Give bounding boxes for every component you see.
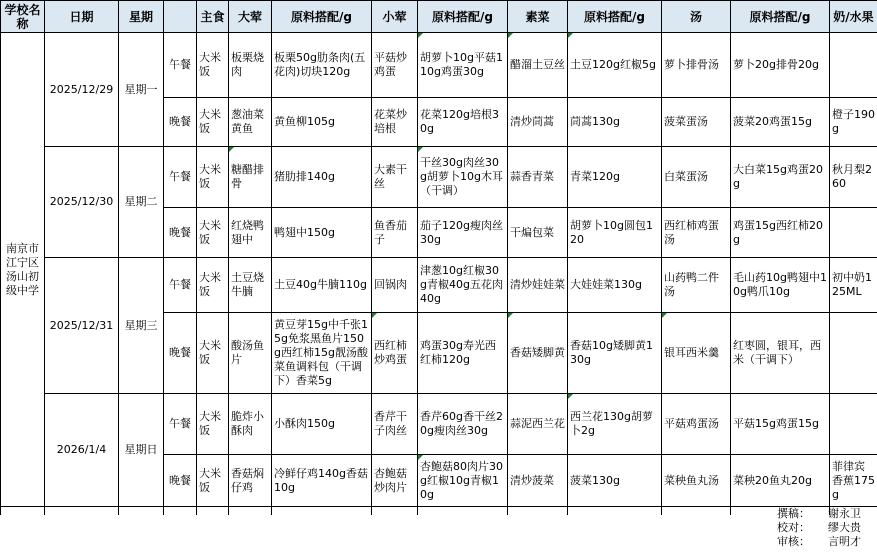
footer-line-proofreader	[777, 521, 875, 534]
vegetable-ingredients-cell: 菠菜130g	[568, 455, 662, 507]
table-body	[1, 1, 877, 515]
staple-cell: 大米饭	[197, 98, 229, 147]
soup-cell: 银耳西米羹	[662, 313, 731, 394]
header-small-dish: 小荤	[372, 1, 418, 33]
small-dish-cell: 大素干丝	[372, 147, 418, 208]
proofreader-label: 校对：	[777, 521, 810, 534]
vegetable-cell: 清炒茼蒿	[508, 98, 568, 147]
main-dish-cell: 板栗烧肉	[229, 33, 272, 98]
header-vegetable: 素菜	[508, 1, 568, 33]
meal-type-cell: 午餐	[164, 33, 197, 98]
empty-row	[1, 507, 877, 515]
header-soup-ingredients: 原料搭配/g	[731, 1, 830, 33]
soup-cell: 菜秧鱼丸汤	[662, 455, 731, 507]
main-ingredients-cell: 冷鲜仔鸡140g香菇10g	[272, 455, 372, 507]
vegetable-cell: 清炒菠菜	[508, 455, 568, 507]
main-ingredients-cell: 黄豆芽15g中千张15g免浆黑鱼片150g西红柿15g靓汤酸菜鱼调料包（干调下）香菜5g	[272, 313, 372, 394]
main-ingredients-cell: 板栗50g肋条肉(五花肉)切块120g	[272, 33, 372, 98]
soup-cell: 山药鸭二件汤	[662, 258, 731, 313]
reviewer-label: 审核：	[777, 535, 810, 548]
main-dish-cell: 酸汤鱼片	[229, 313, 272, 394]
soup-cell: 白菜蛋汤	[662, 147, 731, 208]
meal-type-cell: 晚餐	[164, 313, 197, 394]
small-ingredients-cell: 鸡蛋30g寿光西红柿120g	[418, 313, 508, 394]
header-date: 日期	[45, 1, 119, 33]
header-weekday: 星期	[119, 1, 164, 33]
footer-credits	[777, 507, 875, 549]
small-dish-cell: 杏鲍菇炒肉片	[372, 455, 418, 507]
milk-fruit-cell	[830, 394, 877, 455]
meal-type-cell: 晚餐	[164, 98, 197, 147]
staple-cell: 大米饭	[197, 208, 229, 258]
small-ingredients-cell: 杏鲍菇80肉片30g红椒10g青椒10g	[418, 455, 508, 507]
header-milk-fruit: 奶/水果	[830, 1, 877, 33]
footer-line-editor	[777, 507, 875, 520]
small-ingredients-cell: 干丝30g肉丝30g胡萝卜10g木耳（干调）	[418, 147, 508, 208]
date-cell: 2025/12/31	[45, 258, 119, 394]
small-ingredients-cell: 花菜120g培根30g	[418, 98, 508, 147]
date-cell: 2025/12/30	[45, 147, 119, 258]
vegetable-cell: 蒜泥西兰花	[508, 394, 568, 455]
header-soup: 汤	[662, 1, 731, 33]
weekday-cell: 星期三	[119, 258, 164, 394]
proofreader-name: 缪大贵	[828, 521, 861, 534]
small-dish-cell: 回锅肉	[372, 258, 418, 313]
vegetable-ingredients-cell: 土豆120g红椒5g	[568, 33, 662, 98]
date-cell: 2026/1/4	[45, 394, 119, 507]
main-dish-cell: 香菇焖仔鸡	[229, 455, 272, 507]
empty-cell	[164, 507, 197, 515]
main-ingredients-cell: 小酥肉150g	[272, 394, 372, 455]
soup-cell: 平菇鸡蛋汤	[662, 394, 731, 455]
meal-type-cell: 晚餐	[164, 455, 197, 507]
milk-fruit-cell: 秋月梨260	[830, 147, 877, 208]
header-main-dish: 大荤	[229, 1, 272, 33]
vegetable-cell: 蒜香青菜	[508, 147, 568, 208]
main-ingredients-cell: 猪肋排140g	[272, 147, 372, 208]
milk-fruit-cell	[830, 208, 877, 258]
empty-cell	[1, 507, 45, 515]
milk-fruit-cell: 初中奶125ML	[830, 258, 877, 313]
staple-cell: 大米饭	[197, 313, 229, 394]
school-cell: 南京市江宁区汤山初级中学	[1, 33, 45, 507]
header-small-ingredients: 原料搭配/g	[418, 1, 508, 33]
milk-fruit-cell: 菲律宾香蕉175g	[830, 455, 877, 507]
main-dish-cell: 红烧鸭翅中	[229, 208, 272, 258]
main-dish-cell: 糖醋排骨	[229, 147, 272, 208]
soup-ingredients-cell: 萝卜20g排骨20g	[731, 33, 830, 98]
footer-line-reviewer	[777, 535, 875, 548]
meal-type-cell: 午餐	[164, 394, 197, 455]
vegetable-ingredients-cell: 青菜120g	[568, 147, 662, 208]
meal-type-cell: 午餐	[164, 258, 197, 313]
table-row	[1, 33, 877, 98]
main-dish-cell: 土豆烧牛腩	[229, 258, 272, 313]
empty-cell	[229, 507, 272, 515]
weekday-cell: 星期日	[119, 394, 164, 507]
soup-ingredients-cell: 鸡蛋15g西红柿20g	[731, 208, 830, 258]
small-dish-cell: 鱼香茄子	[372, 208, 418, 258]
soup-ingredients-cell: 菠菜20鸡蛋15g	[731, 98, 830, 147]
main-ingredients-cell: 黄鱼柳105g	[272, 98, 372, 147]
milk-fruit-cell	[830, 33, 877, 98]
vegetable-ingredients-cell: 大娃娃菜130g	[568, 258, 662, 313]
vegetable-cell: 清炒娃娃菜	[508, 258, 568, 313]
header-school: 学校名称	[1, 1, 45, 33]
soup-cell: 菠菜蛋汤	[662, 98, 731, 147]
soup-ingredients-cell: 平菇15g鸡蛋15g	[731, 394, 830, 455]
soup-cell: 西红柿鸡蛋汤	[662, 208, 731, 258]
weekday-cell: 星期一	[119, 33, 164, 147]
main-ingredients-cell: 鸭翅中150g	[272, 208, 372, 258]
vegetable-ingredients-cell: 香菇10g矮脚黄130g	[568, 313, 662, 394]
vegetable-ingredients-cell: 茼蒿130g	[568, 98, 662, 147]
table-row	[1, 394, 877, 455]
small-ingredients-cell: 津葱10g红椒30g青椒40g五花肉40g	[418, 258, 508, 313]
date-cell: 2025/12/29	[45, 33, 119, 147]
empty-cell	[372, 507, 418, 515]
small-dish-cell: 花菜炒培根	[372, 98, 418, 147]
editor-label: 撰稿：	[777, 507, 810, 520]
empty-cell	[662, 507, 731, 515]
soup-ingredients-cell: 红枣圆，银耳，西米（干调下）	[731, 313, 830, 394]
meal-type-cell: 午餐	[164, 147, 197, 208]
empty-cell	[119, 507, 164, 515]
staple-cell: 大米饭	[197, 455, 229, 507]
empty-cell	[568, 507, 662, 515]
empty-cell	[272, 507, 372, 515]
soup-cell: 萝卜排骨汤	[662, 33, 731, 98]
header-meal	[164, 1, 197, 33]
empty-cell	[508, 507, 568, 515]
vegetable-ingredients-cell: 胡萝卜10g圆包120	[568, 208, 662, 258]
vegetable-cell: 干煸包菜	[508, 208, 568, 258]
empty-cell	[418, 507, 508, 515]
milk-fruit-cell	[830, 313, 877, 394]
small-dish-cell: 西红柿炒鸡蛋	[372, 313, 418, 394]
soup-ingredients-cell: 大白菜15g鸡蛋20g	[731, 147, 830, 208]
reviewer-name: 言明才	[828, 535, 861, 548]
header-main-ingredients: 原料搭配/g	[272, 1, 372, 33]
small-ingredients-cell: 茄子120g瘦肉丝30g	[418, 208, 508, 258]
editor-name: 谢永卫	[828, 507, 861, 520]
vegetable-ingredients-cell: 西兰花130g胡萝卜2g	[568, 394, 662, 455]
header-vegetable-ingredients: 原料搭配/g	[568, 1, 662, 33]
soup-ingredients-cell: 毛山药10g鸭翅中10g鸭爪10g	[731, 258, 830, 313]
small-dish-cell: 平菇炒鸡蛋	[372, 33, 418, 98]
main-dish-cell: 脆炸小酥肉	[229, 394, 272, 455]
table-row	[1, 258, 877, 313]
empty-cell	[45, 507, 119, 515]
small-ingredients-cell: 香芹60g香干丝20g瘦肉丝30g	[418, 394, 508, 455]
soup-ingredients-cell: 菜秧20鱼丸20g	[731, 455, 830, 507]
staple-cell: 大米饭	[197, 394, 229, 455]
staple-cell: 大米饭	[197, 147, 229, 208]
main-ingredients-cell: 土豆40g牛腩110g	[272, 258, 372, 313]
main-dish-cell: 葱油菜黄鱼	[229, 98, 272, 147]
small-dish-cell: 香芹干子肉丝	[372, 394, 418, 455]
milk-fruit-cell: 橙子190g	[830, 98, 877, 147]
meal-type-cell: 晚餐	[164, 208, 197, 258]
staple-cell: 大米饭	[197, 258, 229, 313]
vegetable-cell: 香菇矮脚黄	[508, 313, 568, 394]
header-staple: 主食	[197, 1, 229, 33]
weekday-cell: 星期二	[119, 147, 164, 258]
vegetable-cell: 醋溜土豆丝	[508, 33, 568, 98]
header-row	[1, 1, 877, 33]
empty-cell	[197, 507, 229, 515]
staple-cell: 大米饭	[197, 33, 229, 98]
table-row	[1, 147, 877, 208]
small-ingredients-cell: 胡萝卜10g平菇110g鸡蛋30g	[418, 33, 508, 98]
